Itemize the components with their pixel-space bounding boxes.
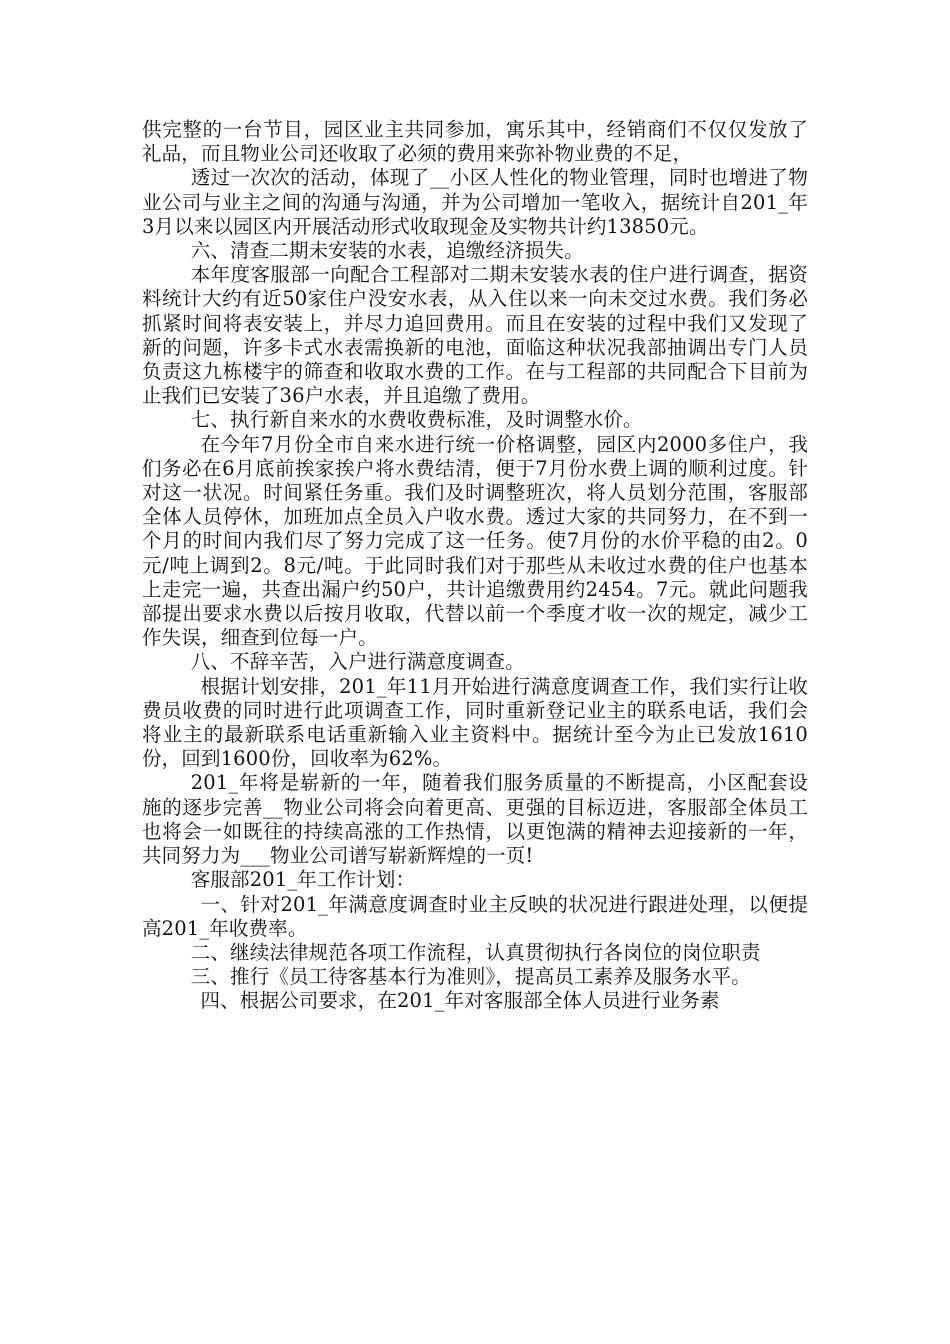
document-body (142, 118, 808, 1014)
paragraph-activity-continuation: 供完整的一台节目，园区业主共同参加，寓乐其中，经销商们不仅仅发放了礼品，而且物业公司还收取了必须的费用来弥补物业费的不足， (142, 118, 808, 166)
work-plan-item-four: 四、根据公司要求，在201_年对客服部全体人员进行业务素 (200, 989, 720, 1013)
paragraph-outlook: 201_年将是崭新的一年，随着我们服务质量的不断提高，小区配套设施的逐步完善__物业公司将会向着更高、更强的目标迈进，客服部全体员工也将会一如既往的持续高涨的工作热情，以更饱满的精神去迎接新的一年，共同努力为___物业公司谱写崭新辉煌的一页! (142, 771, 808, 868)
paragraph-activity-summary: 透过一次次的活动，体现了__小区人性化的物业管理，同时也增进了物业公司与业主之间的沟通与沟通，并为公司增加一笔收入，据统计自201_年3月以来以园区内开展活动形式收取现金及实物共计约13850元。 (142, 166, 808, 238)
section-heading-eight: 八、不辞辛苦，入户进行满意度调查。 (190, 650, 525, 674)
paragraph-water-meter-survey: 本年度客服部一向配合工程部对二期未安装水表的住户进行调查，据资料统计大约有近50家住户没安水表，从入住以来一向未交过水费。我们务必抓紧时间将表安装上，并尽力追回费用。而且在安装的过程中我们又发现了新的问题，许多卡式水表需换新的电池，面临这种状况我部抽调出专门人员负责这九栋楼宇的筛查和收取水费的工作。在与工程部的共同配合下目前为止我们已安装了36户水表，并且追缴了费用。 (142, 263, 808, 408)
work-plan-title: 客服部201_年工作计划： (190, 868, 416, 892)
paragraph-water-price-adjustment: 在今年7月份全市自来水进行统一价格调整，园区内2000多住户，我们务必在6月底前挨家挨户将水费结清，便于7月份水费上调的顺利过度。针对这一状况。时间紧任务重。我们及时调整班次，将人员划分范围，客服部全体人员停休，加班加点全员入户收水费。透过大家的共同努力，在不到一个月的时间内我们尽了努力完成了这一任务。使7月份的水价平稳的由2。0元/吨上调到2。8元/吨。于此同时我们对于那些从未收过水费的住户也基本上走完一遍，共查出漏户约50户，共计追缴费用约2454。7元。就此问题我部提出要求水费以后按月收取，代替以前一个季度才收一次的规定，减少工作失误，细查到位每一户。 (142, 432, 808, 650)
paragraph-satisfaction-survey: 根据计划安排，201_年11月开始进行满意度调查工作，我们实行让收费员收费的同时进行此项调查工作，同时重新登记业主的联系电话，我们会将业主的最新联系电话重新输入业主资料中。据统计至今为止已发放1610份，回到1600份，回收率为62%。 (142, 674, 808, 771)
work-plan-item-two: 二、继续法律规范各项工作流程，认真贯彻执行各岗位的岗位职责 (190, 940, 761, 964)
section-heading-seven: 七、执行新自来水的水费收费标准，及时调整水价。 (190, 408, 643, 432)
work-plan-item-one: 一、针对201_年满意度调查时业主反映的状况进行跟进处理，以便提高201_年收费率。 (142, 892, 808, 940)
section-heading-six: 六、清查二期未安装的水表，追缴经济损失。 (190, 239, 584, 263)
work-plan-item-three: 三、推行《员工待客基本行为准则》，提高员工素养及服务水平。 (190, 965, 751, 989)
